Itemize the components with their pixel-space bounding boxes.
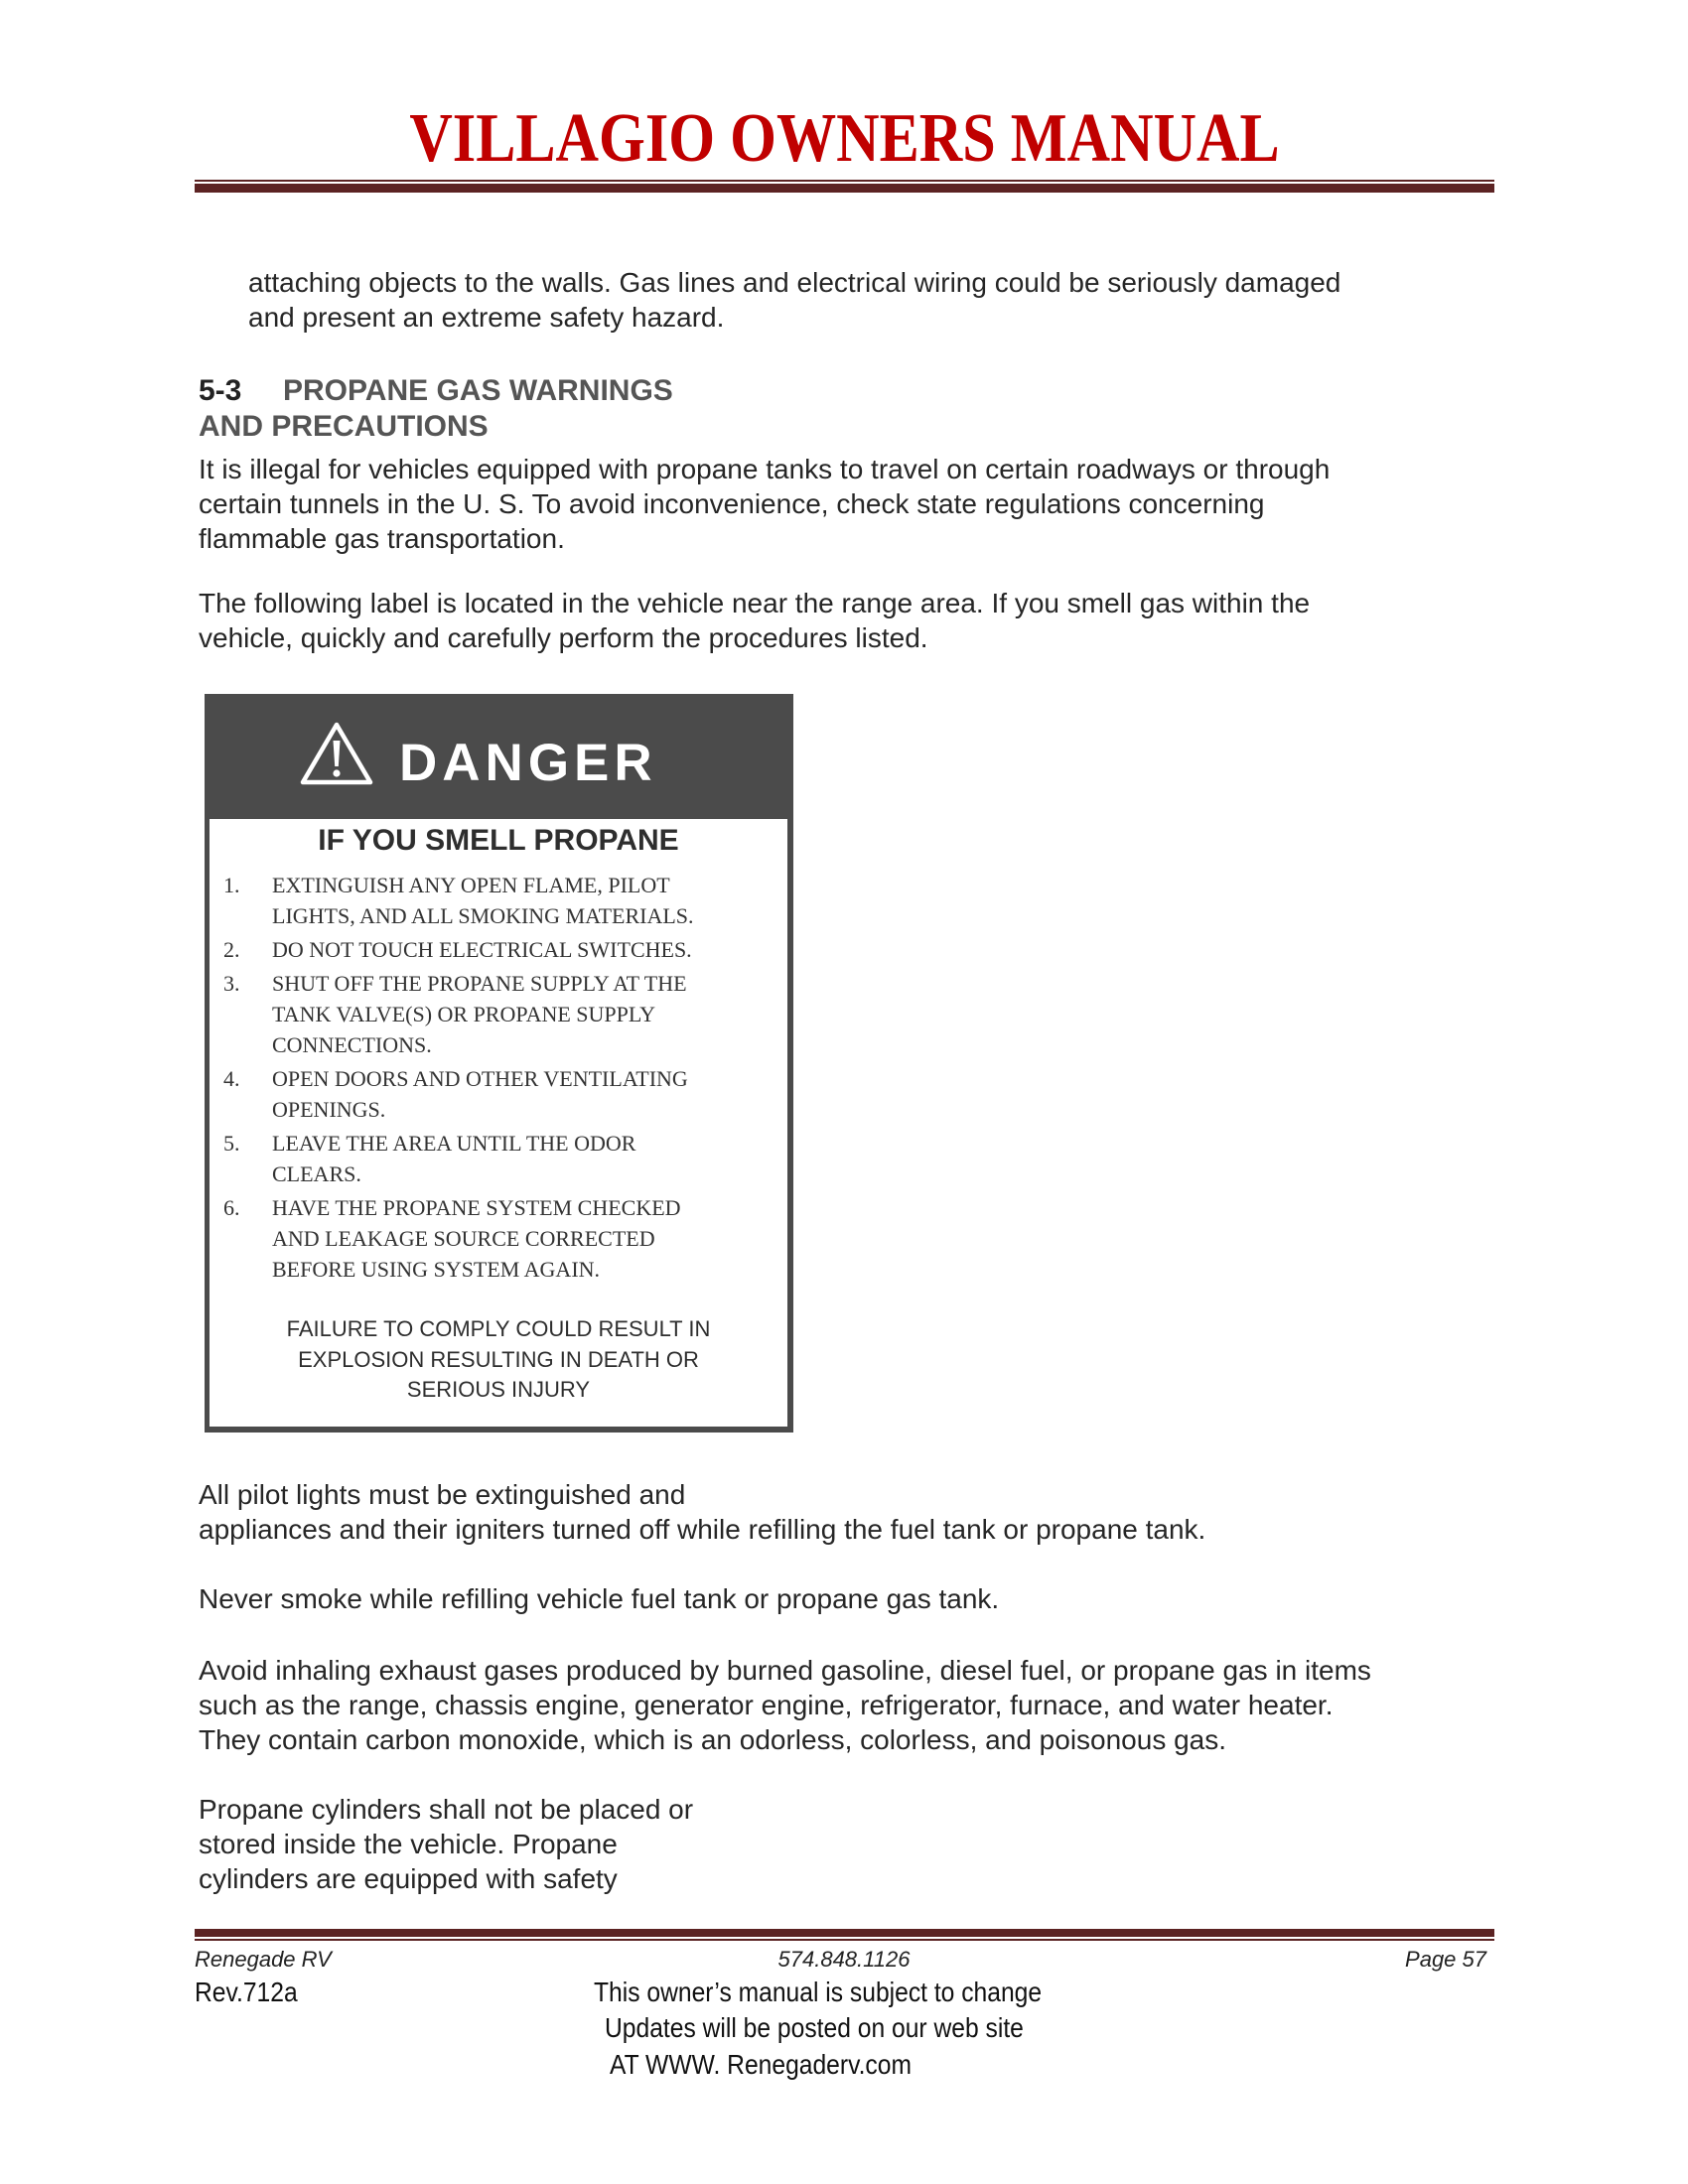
danger-step [210,934,787,965]
danger-step-text [272,1192,787,1285]
danger-consequence [210,1314,787,1406]
danger-step-line: LIGHTS, AND ALL SMOKING MATERIALS. [272,903,694,928]
danger-signal-word: DANGER [399,734,657,792]
paragraph-pilot-lights [199,1477,1205,1547]
danger-instructions-panel [210,819,787,1427]
danger-step-line: OPEN DOORS AND OTHER VENTILATING [272,1066,688,1091]
paragraph-line: cylinders are equipped with safety [199,1863,618,1894]
danger-step [210,968,787,1060]
danger-step-text [272,870,787,931]
danger-step-number: 5. [223,1131,240,1156]
paragraph-line: All pilot lights must be extinguished and [199,1479,686,1510]
danger-step-number: 2. [223,937,240,962]
paragraph-line: appliances and their igniters turned off while refilling the fuel tank or propane tank. [199,1514,1206,1545]
paragraph-line: Propane cylinders shall not be placed or [199,1794,694,1825]
danger-step [210,1192,787,1285]
paragraph-line: and present an extreme safety hazard. [248,302,725,333]
danger-step-line: HAVE THE PROPANE SYSTEM CHECKED [272,1195,681,1220]
consequence-line: FAILURE TO COMPLY COULD RESULT IN [286,1316,711,1341]
danger-step [210,1063,787,1125]
section-title-line1: PROPANE GAS WARNINGS [283,374,673,407]
danger-step-line: CONNECTIONS. [272,1032,432,1057]
danger-step-line: CLEARS. [272,1161,361,1186]
consequence-line: EXPLOSION RESULTING IN DEATH OR [298,1346,699,1372]
paragraph-never-smoke [199,1581,999,1616]
danger-step-line: AND LEAKAGE SOURCE CORRECTED [272,1226,655,1251]
danger-step-text [272,968,787,1060]
danger-step [210,870,787,931]
document-title-text: VILLAGIO OWNERS MANUAL [408,100,1280,177]
header-rule-thick [195,184,1494,193]
danger-step-text [272,934,787,965]
paragraph-exhaust [199,1653,1371,1757]
danger-heading: IF YOU SMELL PROPANE [318,824,679,857]
footer-rule-thin [195,1939,1494,1941]
paragraph-line: Never smoke while refilling vehicle fuel tank or propane gas tank. [199,1583,1000,1614]
footer-revision: Rev.712a [195,1977,298,2007]
paragraph-line: flammable gas transportation. [199,523,565,554]
footer-rule-thick [195,1929,1494,1937]
danger-step [210,1128,787,1189]
danger-step-text [272,1128,787,1189]
paragraph-illegal-roadways [199,452,1330,556]
danger-step-line: LEAVE THE AREA UNTIL THE ODOR [272,1131,636,1156]
danger-steps-list [210,870,787,1288]
paragraph-line: vehicle, quickly and carefully perform the procedures listed. [199,622,928,653]
paragraph-line: such as the range, chassis engine, generator engine, refrigerator, furnace, and water heater. [199,1690,1334,1720]
paragraph-label-location [199,586,1310,655]
document-title [0,100,1688,177]
danger-header-band [205,694,793,819]
footer-phone: 574.848.1126 [777,1947,911,1972]
footer-notice-line2: Updates will be posted on our web site [605,2012,1024,2043]
section-heading [199,373,673,445]
header-rule-thin [195,180,1494,182]
danger-step-text [272,1063,787,1125]
section-number: 5-3 [199,374,242,407]
paragraph-line: Avoid inhaling exhaust gases produced by burned gasoline, diesel fuel, or propane gas in items [199,1655,1371,1686]
danger-step-number: 1. [223,873,240,897]
danger-step-line: OPENINGS. [272,1097,386,1122]
paragraph-line: The following label is located in the vehicle near the range area. If you smell gas within the [199,588,1311,618]
intro-paragraph [248,265,1340,335]
section-title-line2: AND PRECAUTIONS [199,410,489,443]
paragraph-cylinders [199,1792,693,1896]
warning-triangle-icon [300,721,373,786]
paragraph-line: stored inside the vehicle. Propane [199,1829,618,1859]
danger-step-line: DO NOT TOUCH ELECTRICAL SWITCHES. [272,937,692,962]
danger-step-number: 6. [223,1195,240,1220]
danger-step-line: SHUT OFF THE PROPANE SUPPLY AT THE [272,971,687,996]
paragraph-line: They contain carbon monoxide, which is an odorless, colorless, and poisonous gas. [199,1724,1227,1755]
consequence-line: SERIOUS INJURY [406,1377,591,1402]
paragraph-line: It is illegal for vehicles equipped with propane tanks to travel on certain roadways or through [199,454,1331,484]
paragraph-line: certain tunnels in the U. S. To avoid inconvenience, check state regulations concerning [199,488,1265,519]
danger-step-line: BEFORE USING SYSTEM AGAIN. [272,1257,601,1282]
footer-company: Renegade RV [195,1947,332,1972]
footer-notice-line3: AT WWW. Renegaderv.com [610,2049,912,2080]
footer-page-number: Page 57 [1405,1947,1486,1972]
danger-step-number: 4. [223,1066,240,1091]
danger-label [205,694,793,1433]
danger-step-line: TANK VALVE(S) OR PROPANE SUPPLY [272,1002,656,1026]
paragraph-line: attaching objects to the walls. Gas lines and electrical wiring could be seriously damaged [248,267,1341,298]
danger-step-line: EXTINGUISH ANY OPEN FLAME, PILOT [272,873,670,897]
footer-notice-line1: This owner’s manual is subject to change [594,1977,1043,2007]
danger-step-number: 3. [223,971,240,996]
